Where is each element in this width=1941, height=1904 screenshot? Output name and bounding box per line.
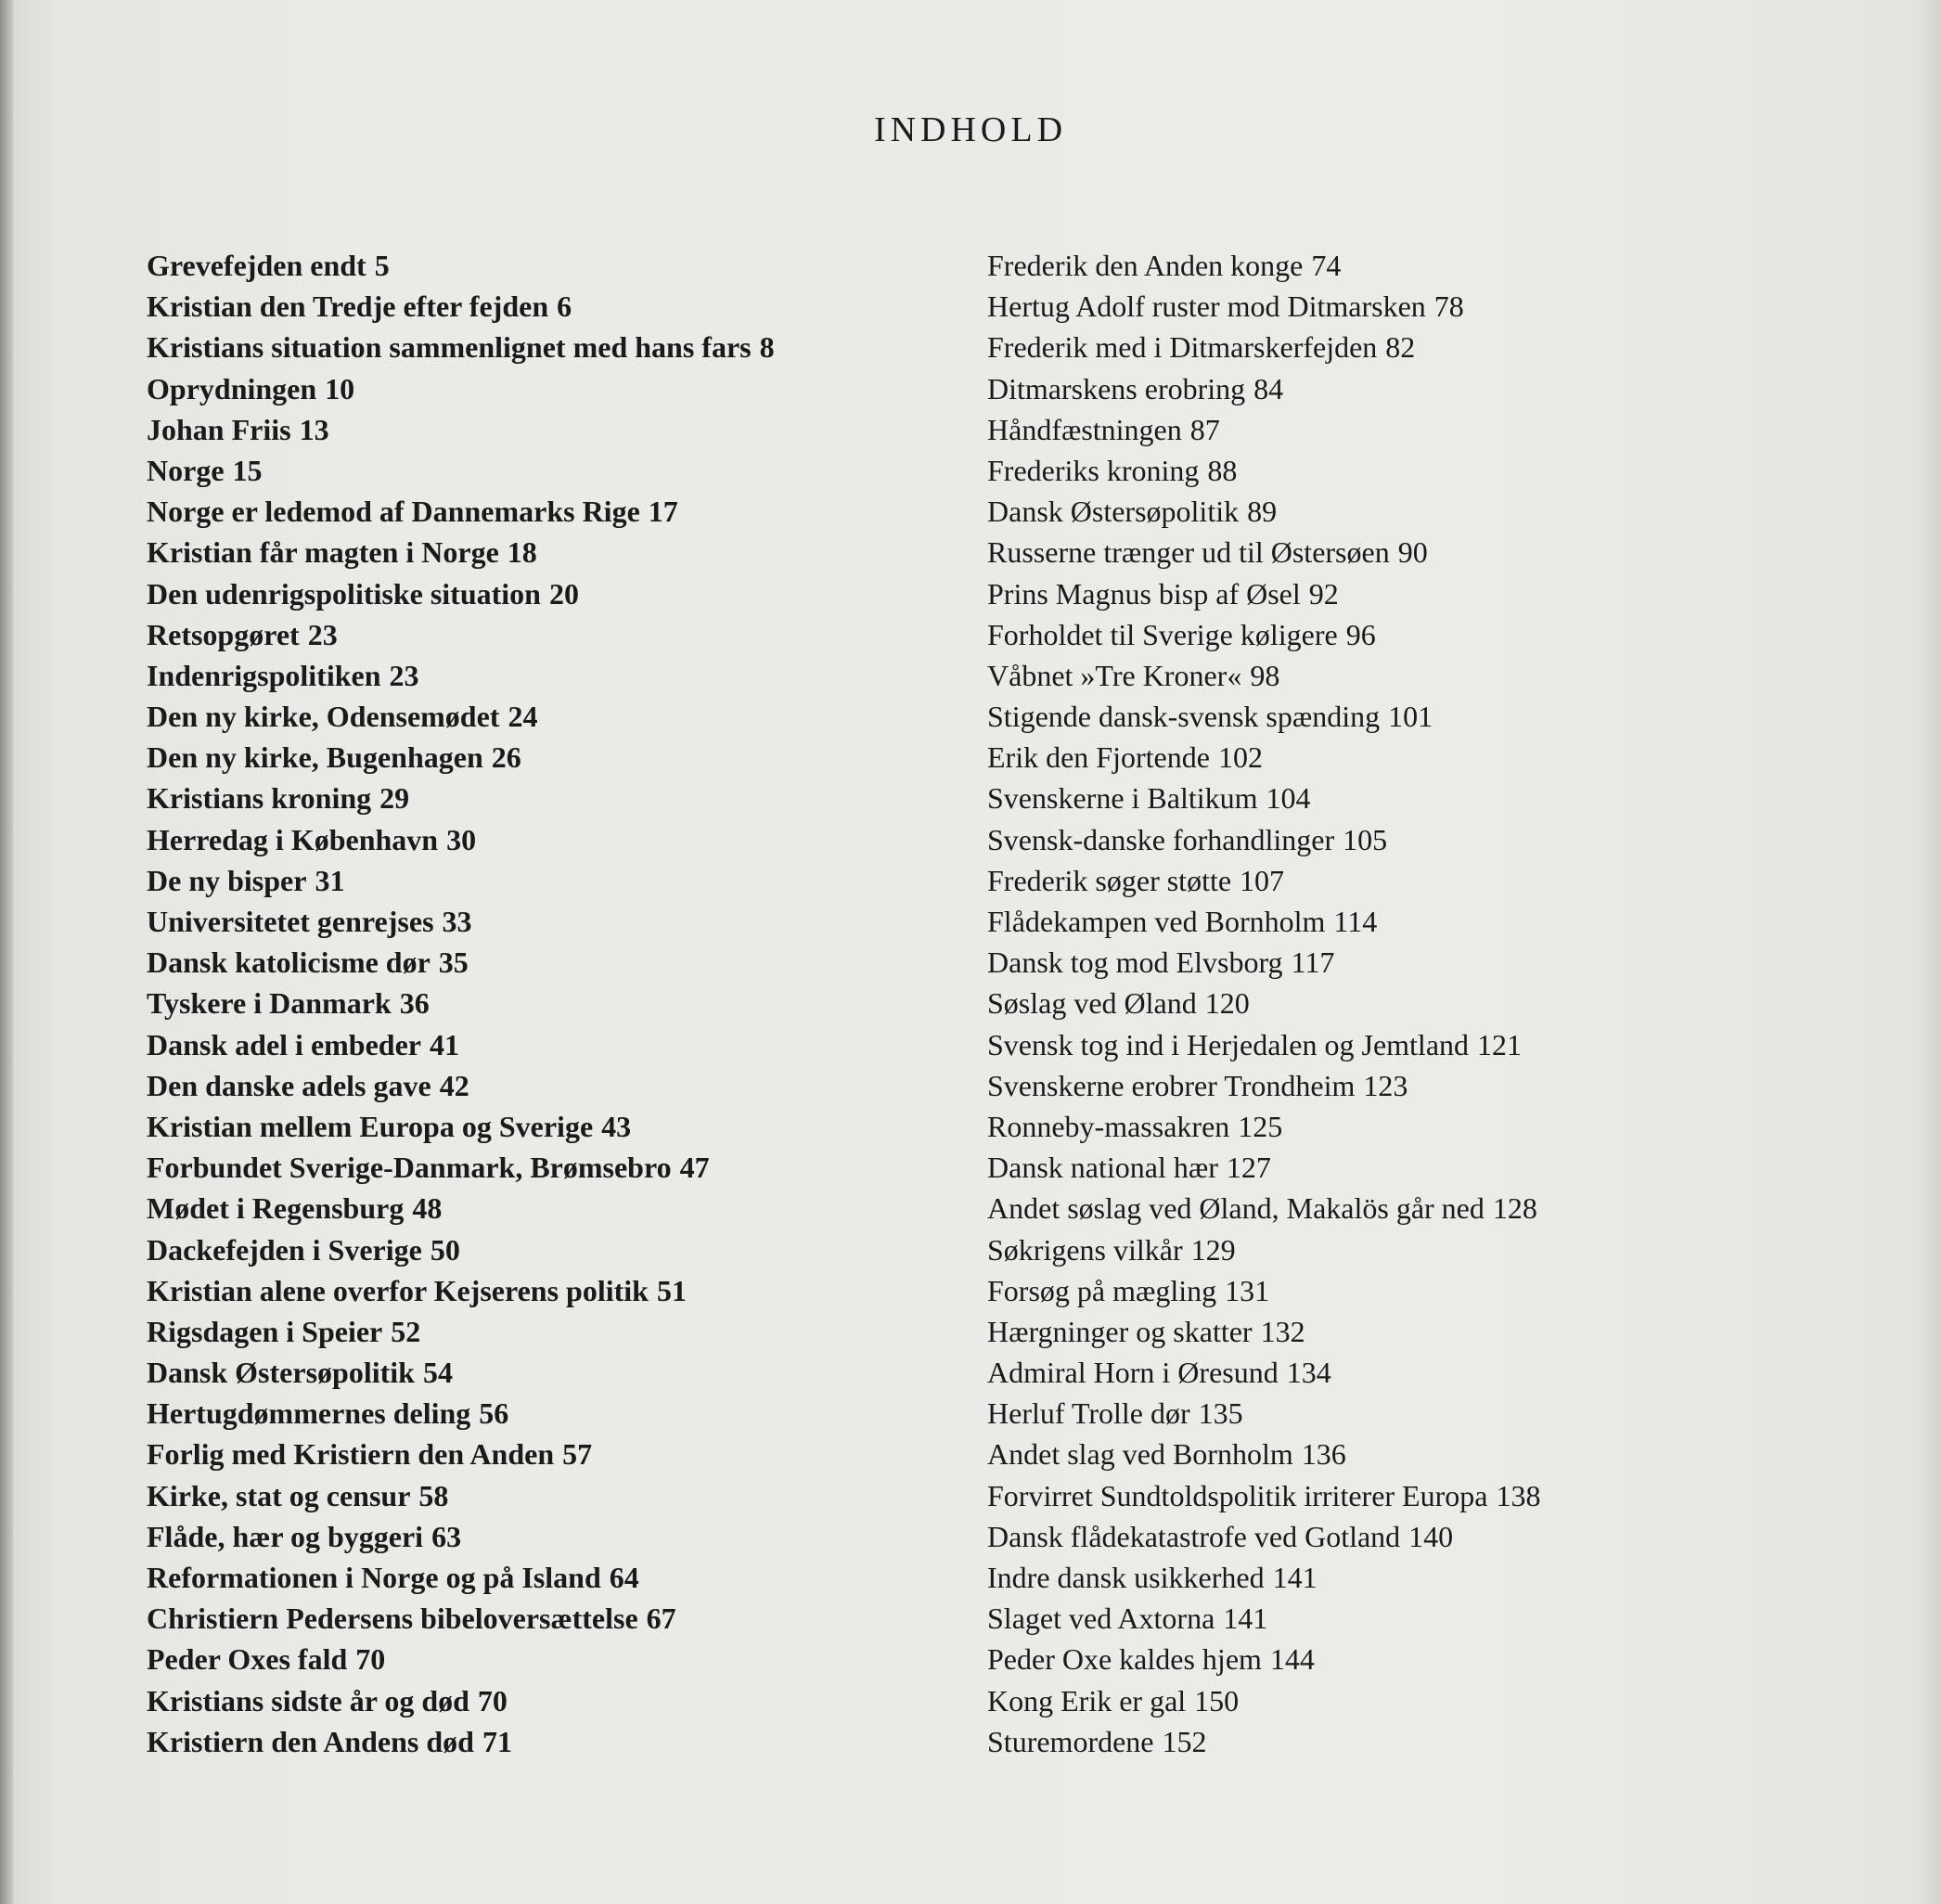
toc-entry-page: 104 [1266,781,1311,816]
toc-entry [987,1352,1540,1393]
toc-entry-title: Slaget ved Axtorna [987,1602,1215,1636]
toc-entry [987,286,1540,327]
toc-entry [987,1229,1540,1270]
toc-entry-page: 125 [1238,1109,1283,1143]
toc-entry-page: 33 [442,905,472,938]
toc-entry-page: 20 [548,576,579,611]
toc-entry-page: 24 [508,700,538,734]
toc-entry-page: 98 [1250,658,1280,692]
toc-entry [147,1229,775,1270]
toc-entry-page: 8 [759,330,775,365]
toc-entry-title: Dansk Østersøpolitik [987,495,1240,529]
toc-entry [147,1311,775,1352]
toc-entry-title: Oprydningen [147,371,317,405]
toc-entry [147,614,775,655]
toc-entry-title: Dansk katolicisme dør [147,946,431,980]
toc-entry [147,245,775,286]
toc-entry-page: 18 [507,535,537,570]
toc-entry-page: 132 [1260,1314,1305,1348]
toc-entry [987,1516,1540,1557]
toc-entry-title: Forholdet til Sverige køligere [987,617,1338,651]
toc-entry [147,696,775,737]
toc-entry [987,1680,1540,1721]
toc-entry-page: 41 [430,1027,459,1061]
toc-entry-page: 63 [431,1519,462,1553]
toc-entry-title: Frederiks kroning [987,453,1200,487]
toc-entry [987,1188,1540,1229]
toc-entry [987,1311,1540,1352]
binding-shadow [0,0,13,1904]
toc-entry-page: 23 [389,658,419,692]
page-title: INDHOLD [873,110,1068,149]
toc-entry-page: 131 [1225,1273,1270,1307]
toc-entry [147,1393,775,1434]
toc-entry-page: 127 [1226,1151,1271,1185]
toc-entry-title: Den udenrigspolitiske situation [147,576,541,611]
toc-entry [147,1188,775,1229]
toc-entry-title: Retsopgøret [147,617,300,651]
toc-entry [147,901,775,942]
toc-entry [147,491,775,532]
toc-right-column [987,245,1540,1762]
toc-entry-page: 50 [430,1232,460,1267]
toc-entry [987,491,1540,532]
toc-entry-page: 88 [1207,453,1238,487]
toc-entry-title: Dackefejden i Sverige [147,1232,422,1267]
toc-entry-page: 140 [1408,1519,1454,1553]
toc-entry-page: 17 [648,495,678,529]
toc-entry-title: Stigende dansk-svensk spænding [987,700,1381,734]
toc-entry [987,1393,1540,1434]
toc-entry-title: Svenskerne erobrer Trondheim [987,1068,1356,1102]
toc-entry [987,860,1540,901]
toc-entry-page: 102 [1217,740,1263,775]
toc-entry-page: 30 [446,822,477,856]
toc-entry-page: 92 [1308,576,1339,611]
toc-entry-page: 70 [355,1642,386,1677]
toc-entry-page: 152 [1162,1724,1207,1758]
toc-entry [987,819,1540,860]
toc-entry-page: 47 [679,1151,710,1185]
toc-entry [987,655,1540,696]
toc-entry-title: Forbundet Sverige-Danmark, Brømsebro [147,1151,672,1185]
toc-entry-page: 67 [646,1602,676,1636]
toc-entry [987,450,1540,491]
toc-entry-page: 117 [1291,946,1335,980]
toc-entry [147,1639,775,1679]
toc-entry [147,778,775,818]
toc-entry [987,368,1540,409]
toc-entry-page: 5 [374,249,390,282]
toc-entry-title: Hertugdømmernes deling [147,1396,471,1431]
toc-entry-page: 48 [412,1191,443,1226]
toc-entry-page: 141 [1223,1602,1268,1636]
toc-entry-title: Indenrigspolitiken [147,658,381,692]
toc-entry-title: Andet søslag ved Øland, Makalös går ned [987,1191,1485,1226]
toc-entry-title: Hertug Adolf ruster mod Ditmarsken [987,289,1426,324]
toc-entry-title: Forsøg på mægling [987,1273,1217,1307]
toc-entry-page: 71 [482,1724,512,1758]
toc-entry-page: 52 [391,1314,421,1348]
toc-entry [147,368,775,409]
toc-entry-page: 84 [1253,371,1284,405]
toc-entry-page: 82 [1385,330,1416,365]
toc-entry-title: Peder Oxe kaldes hjem [987,1642,1262,1677]
toc-entry-page: 123 [1363,1068,1408,1102]
toc-entry-title: Ronneby-massakren [987,1109,1230,1143]
toc-entry-title: Håndfæstningen [987,412,1182,446]
toc-entry-title: Tyskere i Danmark [147,986,392,1021]
toc-entry [987,1147,1540,1188]
toc-entry-title: Reformationen i Norge og på Island [147,1561,601,1594]
toc-entry [147,942,775,983]
toc-entry-title: Frederik den Anden konge [987,249,1304,282]
toc-entry [987,1557,1540,1598]
toc-entry-title: Den ny kirke, Odensemødet [147,700,500,734]
toc-entry [147,1106,775,1147]
toc-entry-title: Norge er ledemod af Dannemarks Rige [147,495,640,529]
toc-entry-title: Kristiern den Andens død [147,1724,474,1758]
toc-entry-title: Norge [147,453,225,487]
toc-entry-title: Mødet i Regensburg [147,1191,405,1226]
toc-entry [147,655,775,696]
toc-entry-page: 74 [1311,249,1342,282]
toc-entry-title: Forlig med Kristiern den Anden [147,1437,555,1472]
toc-entry-page: 90 [1397,535,1428,570]
toc-entry-title: Kristian alene overfor Kejserens politik [147,1273,649,1307]
toc-entry-page: 134 [1286,1356,1331,1390]
toc-entry-title: Universitetet genrejses [147,905,434,938]
toc-entry-title: Indre dansk usikkerhed [987,1561,1265,1594]
toc-entry [987,737,1540,778]
toc-entry-page: 136 [1301,1437,1346,1472]
toc-entry [987,1065,1540,1106]
toc-entry [147,737,775,778]
toc-entry [987,1475,1540,1516]
toc-entry-title: Svensk tog ind i Herjedalen og Jemtland [987,1027,1470,1061]
toc-entry-title: Kong Erik er gal [987,1683,1187,1717]
toc-entry [987,614,1540,655]
toc-entry [147,1721,775,1762]
toc-entry-title: Andet slag ved Bornholm [987,1437,1293,1472]
toc-entry-page: 150 [1194,1683,1240,1717]
toc-entry-page: 101 [1388,700,1433,734]
toc-entry-page: 120 [1204,986,1250,1021]
toc-entry-page: 138 [1496,1478,1541,1512]
toc-entry-title: Dansk Østersøpolitik [147,1356,415,1390]
toc-entry-title: Rigsdagen i Speier [147,1314,383,1348]
toc-entry-title: Svenskerne i Baltikum [987,781,1258,816]
toc-entry [147,1516,775,1557]
toc-entry-title: Johan Friis [147,412,291,446]
toc-entry [987,942,1540,983]
toc-entry-title: Kristians situation sammenlignet med hans fars [147,330,752,365]
toc-entry-title: Grevefejden endt [147,249,366,282]
toc-entry [987,1024,1540,1065]
toc-entry [987,245,1540,286]
toc-entry [147,1147,775,1188]
toc-entry-page: 87 [1189,412,1220,446]
toc-entry [987,1270,1540,1311]
toc-entry-title: Forvirret Sundtoldspolitik irriterer Europa [987,1478,1488,1512]
toc-entry-title: Peder Oxes fald [147,1642,348,1677]
toc-entry-page: 96 [1345,617,1376,651]
toc-entry [147,1680,775,1721]
toc-entry-page: 29 [379,781,410,816]
toc-entry-title: Russerne trænger ud til Østersøen [987,535,1390,570]
toc-entry [147,1557,775,1598]
toc-entry-page: 36 [399,986,430,1021]
toc-entry [987,778,1540,818]
toc-entry-page: 43 [601,1109,632,1143]
toc-entry-title: Søkrigens vilkår [987,1232,1183,1267]
toc-entry-page: 42 [439,1068,469,1102]
toc-entry-title: Dansk tog mod Elvsborg [987,946,1283,980]
toc-entry [147,860,775,901]
toc-entry-title: Herredag i København [147,822,439,856]
toc-entry [987,1639,1540,1679]
toc-entry [987,696,1540,737]
toc-entry [147,450,775,491]
toc-entry [147,327,775,367]
toc-entry [147,286,775,327]
toc-entry-title: Admiral Horn i Øresund [987,1356,1279,1390]
toc-entry-page: 89 [1247,495,1278,529]
toc-entry-title: Flåde, hær og byggeri [147,1519,424,1553]
toc-entry [987,409,1540,450]
toc-entry-title: Dansk national hær [987,1151,1218,1185]
toc-entry [987,327,1540,367]
toc-entry [147,1270,775,1311]
toc-entry [987,1106,1540,1147]
toc-entry [147,1598,775,1639]
toc-entry-title: Kirke, stat og censur [147,1478,411,1512]
toc-left-column [147,245,775,1762]
toc-entry-title: Kristian den Tredje efter fejden [147,289,549,324]
toc-entry-title: Prins Magnus bisp af Øsel [987,576,1301,611]
toc-entry [147,983,775,1023]
toc-entry-title: Christiern Pedersens bibeloversættelse [147,1602,638,1636]
toc-entry-title: Hærgninger og skatter [987,1314,1253,1348]
toc-entry-page: 114 [1333,905,1378,938]
toc-entry-title: Sturemordene [987,1724,1154,1758]
toc-entry-page: 15 [232,453,263,487]
toc-entry-page: 26 [491,740,521,775]
toc-entry-page: 10 [325,371,355,405]
toc-entry-page: 31 [315,863,345,897]
toc-entry-page: 57 [562,1437,593,1472]
toc-entry-page: 135 [1198,1396,1243,1431]
toc-entry-page: 13 [299,412,329,446]
toc-entry-title: Våbnet »Tre Kroner« [987,658,1242,692]
toc-entry-title: Kristians kroning [147,781,372,816]
toc-entry [147,573,775,614]
toc-entry [987,1598,1540,1639]
toc-entry-page: 144 [1269,1642,1315,1677]
toc-entry [987,532,1540,572]
toc-entry-title: Ditmarskens erobring [987,371,1246,405]
toc-entry-page: 23 [307,617,338,651]
toc-entry-title: Den danske adels gave [147,1068,431,1102]
toc-entry-title: Kristian får magten i Norge [147,535,499,570]
toc-entry-page: 128 [1492,1191,1537,1226]
toc-entry-page: 78 [1433,289,1464,324]
toc-entry-page: 56 [479,1396,509,1431]
toc-entry-page: 141 [1272,1561,1318,1594]
toc-entry-title: Dansk flådekatastrofe ved Gotland [987,1519,1401,1553]
toc-entry-title: Frederik med i Ditmarskerfejden [987,330,1378,365]
toc-entry-page: 121 [1477,1027,1523,1061]
toc-entry [147,1434,775,1474]
toc-entry [147,1475,775,1516]
toc-entry-page: 54 [422,1356,453,1390]
toc-entry [147,1352,775,1393]
toc-entry-title: Den ny kirke, Bugenhagen [147,740,483,775]
toc-entry-page: 6 [557,289,572,324]
toc-entry-page: 64 [609,1561,639,1594]
toc-entry-title: Kristians sidste år og død [147,1683,469,1717]
toc-entry-title: Erik den Fjortende [987,740,1210,775]
toc-entry [987,901,1540,942]
toc-entry-page: 105 [1343,822,1388,856]
toc-entry-page: 129 [1190,1232,1236,1267]
toc-entry-page: 70 [477,1683,508,1717]
toc-entry-title: Kristian mellem Europa og Sverige [147,1109,594,1143]
toc-entry-page: 35 [438,946,469,980]
toc-entry [987,573,1540,614]
toc-entry-page: 107 [1240,863,1285,897]
toc-entry-title: Svensk-danske forhandlinger [987,822,1335,856]
toc-entry [987,1721,1540,1762]
toc-entry [147,409,775,450]
toc-entry-title: Søslag ved Øland [987,986,1197,1021]
toc-entry-page: 58 [418,1478,449,1512]
toc-entry-title: Dansk adel i embeder [147,1027,421,1061]
toc-entry [147,532,775,572]
toc-entry [987,983,1540,1023]
toc-entry [987,1434,1540,1474]
toc-entry-title: Frederik søger støtte [987,863,1232,897]
toc-entry-title: De ny bisper [147,863,307,897]
toc-entry-page: 51 [656,1273,687,1307]
toc-entry [147,1065,775,1106]
toc-entry-title: Flådekampen ved Bornholm [987,905,1326,938]
toc-entry-title: Herluf Trolle dør [987,1396,1190,1431]
toc-entry [147,1024,775,1065]
toc-entry [147,819,775,860]
